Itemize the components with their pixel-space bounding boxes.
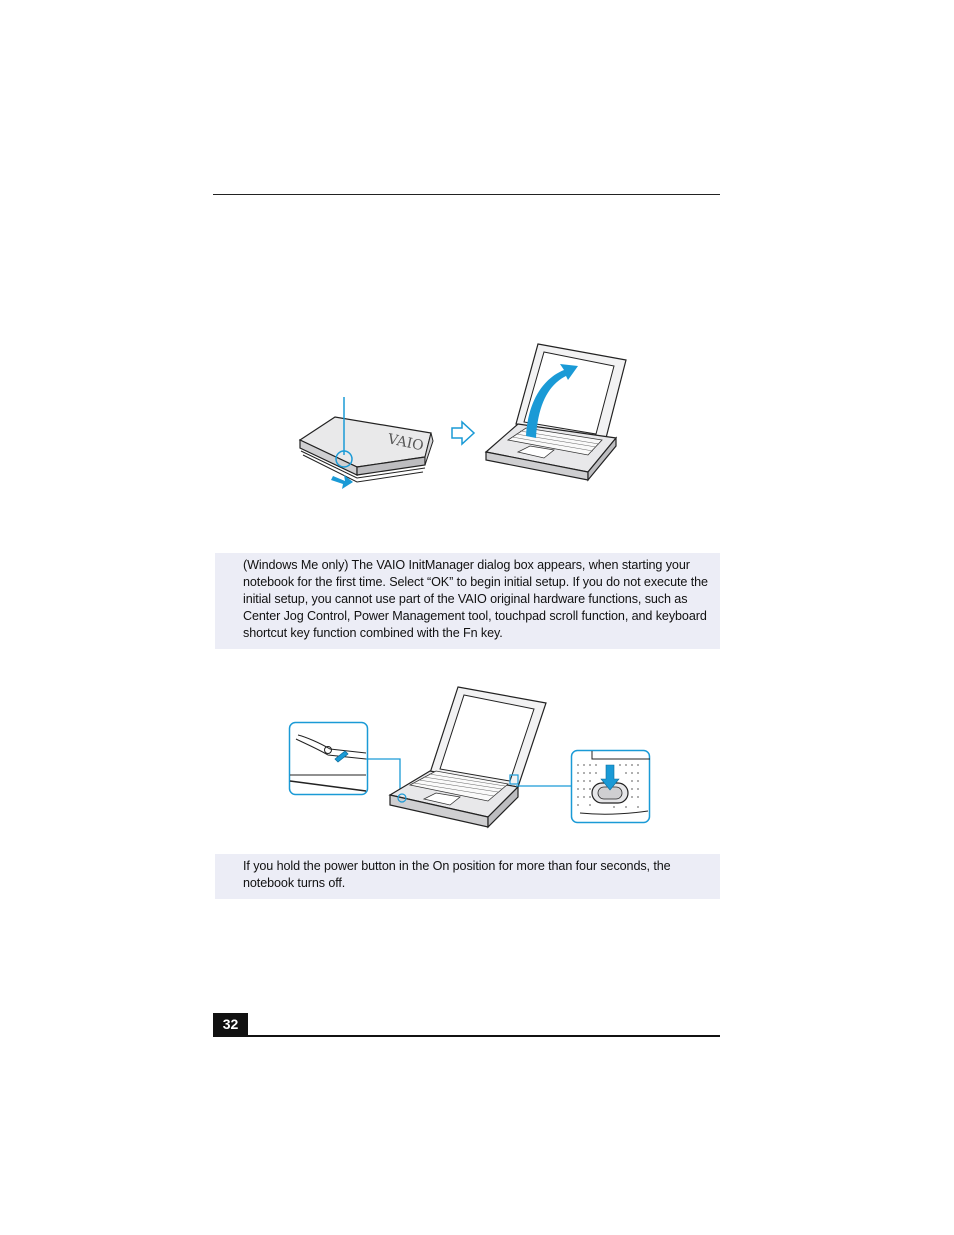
page-number: 32 — [213, 1013, 248, 1036]
footer-rule — [213, 1035, 720, 1037]
power-switch-closeup — [288, 721, 370, 797]
callout-line-right — [516, 782, 572, 792]
closed-laptop-illustration — [295, 395, 440, 490]
open-laptop-illustration — [484, 340, 624, 485]
outline-right-arrow-icon — [450, 421, 476, 445]
note-power-hold: If you hold the power button in the On position for more than four seconds, the notebook turns off. — [215, 854, 720, 899]
note-initmanager: (Windows Me only) The VAIO InitManager dialog box appears, when starting your notebook for the first time. Select “OK” to begin initial setup. If you do not execute the initial setup, you cannot use part of the VAIO original hardware functions, such as Center Jog Control, Power Management tool, touchpad scroll function, and keyboard shortcut key function combined with the Fn key. — [215, 553, 720, 649]
center-jog-closeup — [570, 749, 652, 825]
header-rule — [213, 194, 720, 195]
laptop-front-illustration — [388, 685, 548, 830]
vaio-logo: VAIO — [386, 431, 425, 455]
